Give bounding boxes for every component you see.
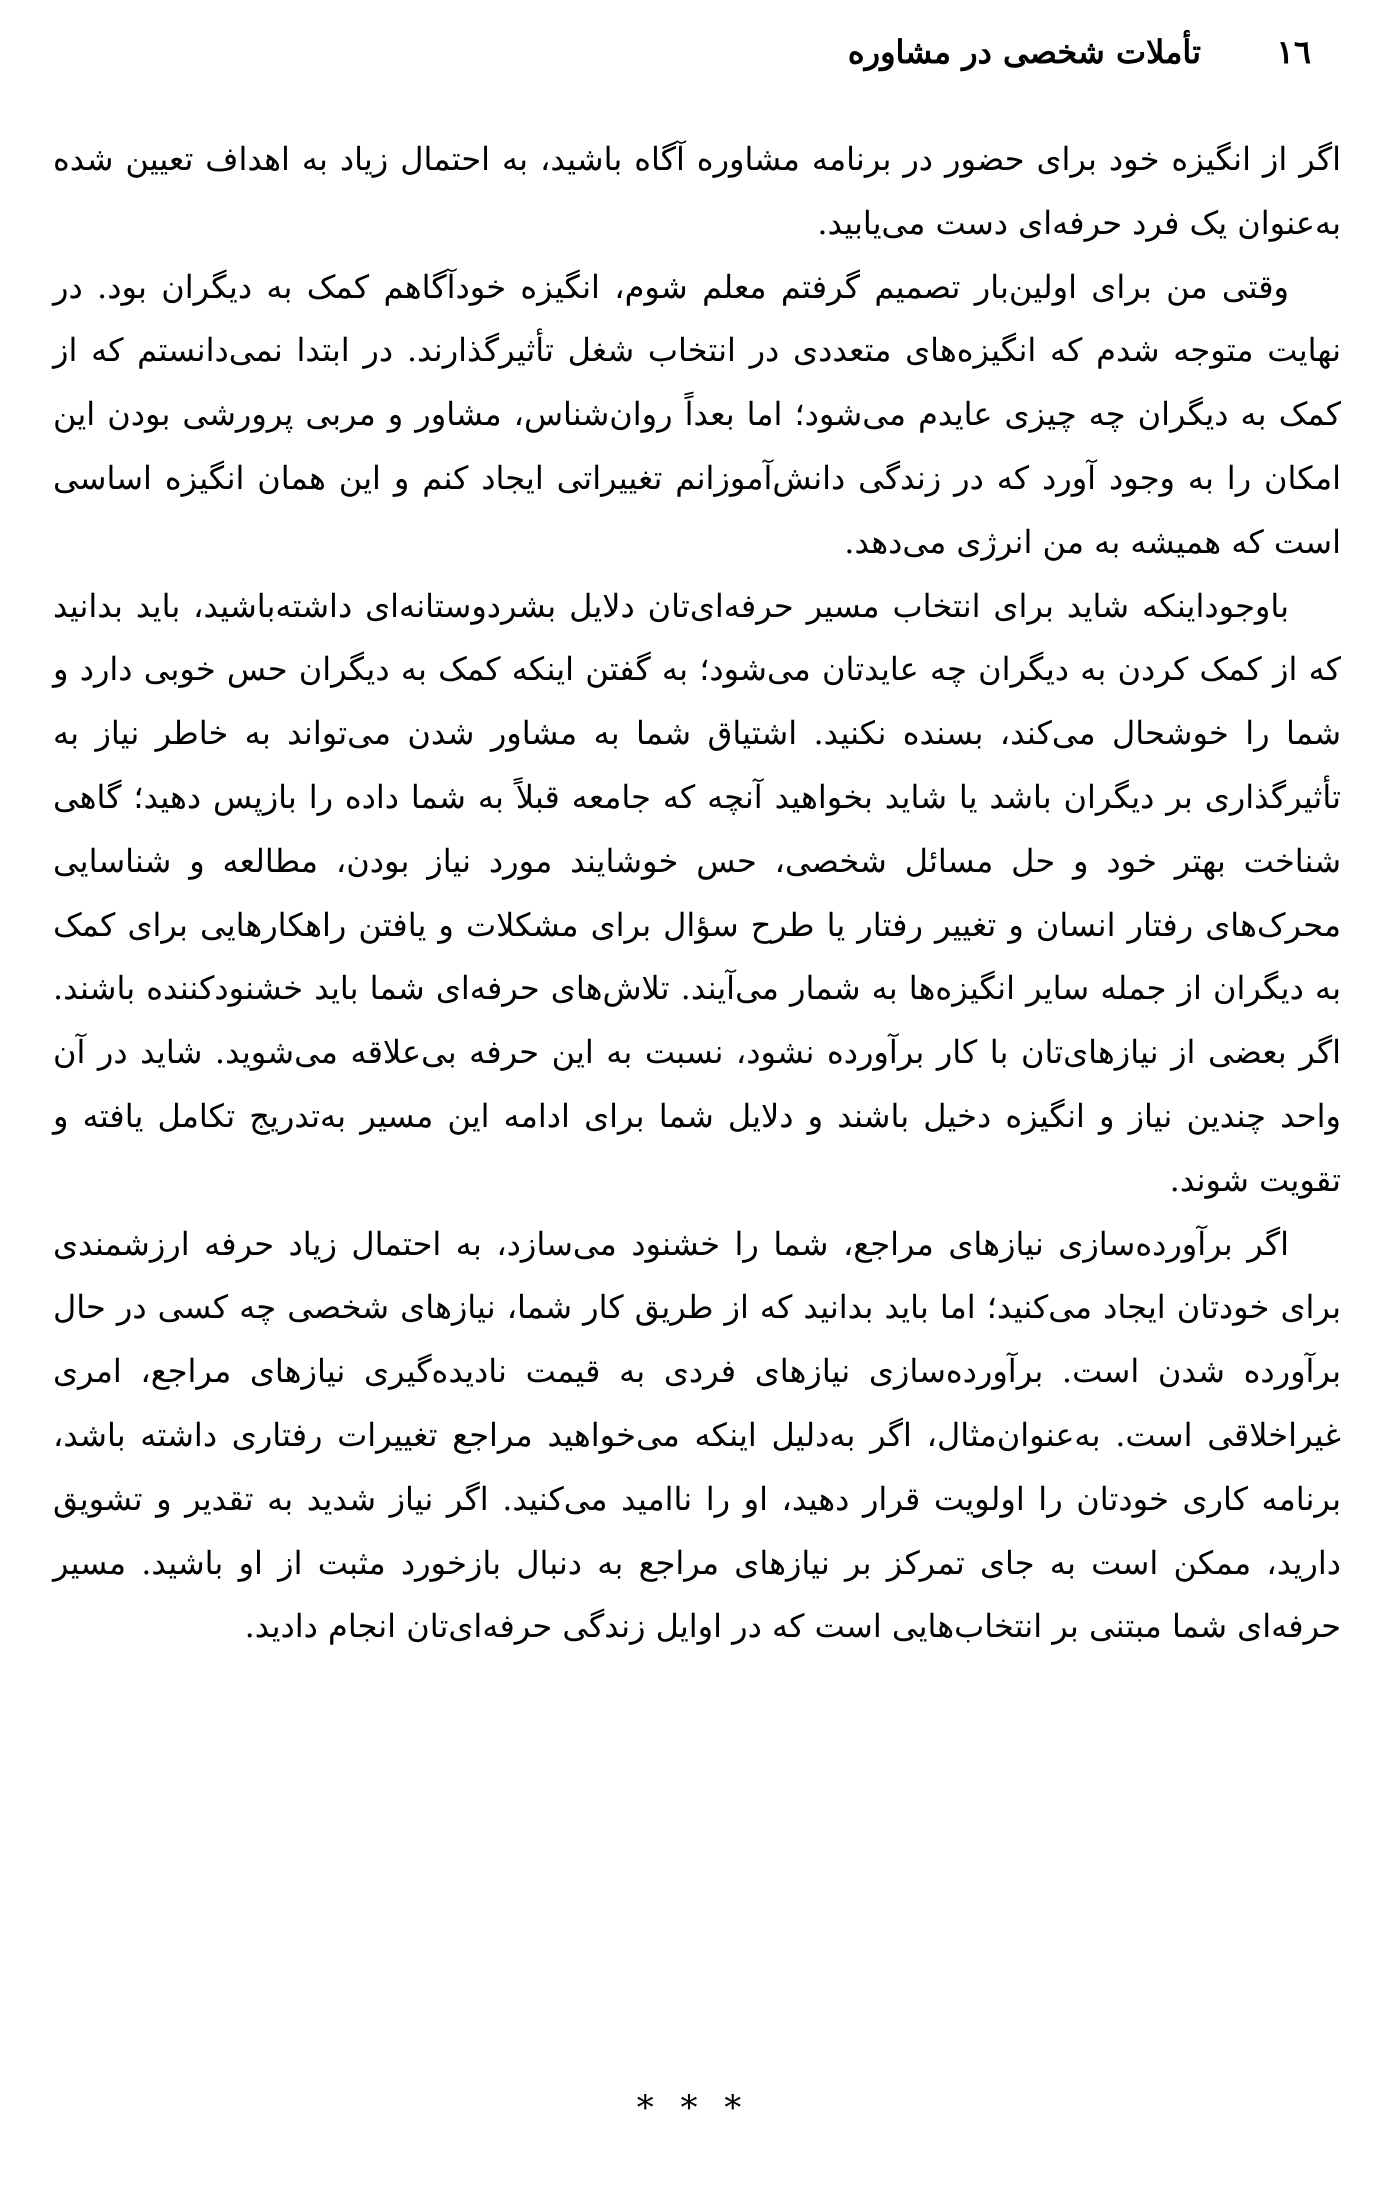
book-title: تأملات شخصی در مشاوره bbox=[847, 33, 1201, 71]
paragraph-3: باوجوداینکه شاید برای انتخاب مسیر حرفه‌ای‌تان دلایل بشردوستانه‌ای داشته‌باشید، باید بدانید که از کمک کردن به دیگران چه عایدتان می‌شود؛ به گفتن اینکه کمک به دیگران حس خوبی دارد و شما را خوشحال می‌کند، بسنده نکنید. اشتیاق شما به مشاور شدن می‌تواند به خاطر نیاز به تأثیرگذاری بر دیگران باشد یا شاید بخواهید آنچه که جامعه قبلاً به شما داده را بازپس دهید؛ گاهی شناخت بهتر خود و حل مسائل شخصی، حس خوشایند مورد نیاز بودن، مطالعه و شناسایی محرک‌های رفتار انسان و تغییر رفتار یا طرح سؤال برای مشکلات و یافتن راهکارهایی برای کمک به دیگران از جمله سایر انگیزه‌ها به شمار می‌آیند. تلاش‌های حرفه‌ای شما باید خشنودکننده باشند. اگر بعضی از نیازهای‌تان با کار برآورده نشود، نسبت به این حرفه بی‌علاقه می‌شوید. شاید در آن واحد چندین نیاز و انگیزه دخیل باشند و دلایل شما برای ادامه این مسیر به‌تدریج تکامل یافته و تقویت شوند. bbox=[53, 586, 1342, 1199]
section-separator: * * * bbox=[636, 2088, 750, 2128]
body-text bbox=[53, 128, 1341, 1659]
page-number: ١٦ bbox=[1276, 33, 1311, 71]
paragraph-4: اگر برآورده‌سازی نیازهای مراجع، شما را خشنود می‌سازد، به احتمال زیاد حرفه ارزشمندی برای خودتان ایجاد می‌کنید؛ اما باید بدانید که از طریق کار شما، نیازهای شخصی چه کسی در حال برآورده شدن است. برآورده‌سازی نیازهای فردی به قیمت نادیده‌گیری نیازهای مراجع، امری غیراخلاقی است. به‌عنوان‌مثال، اگر به‌دلیل اینکه می‌خواهید مراجع تغییرات رفتاری داشته باشد، برنامه کاری خودتان را اولویت قرار دهید، او را ناامید می‌کنید. اگر نیاز شدید به تقدیر و تشویق دارید، ممکن است به جای تمرکز بر نیازهای مراجع به دنبال بازخورد مثبت از او باشید. مسیر حرفه‌ای شما مبتنی بر انتخاب‌هایی است که در اوایل زندگی حرفه‌ای‌تان انجام دادید. bbox=[53, 1224, 1341, 1646]
paragraph-2: وقتی من برای اولین‌بار تصمیم گرفتم معلم شوم، انگیزه خودآگاهم کمک به دیگران بود. در نهایت متوجه شدم که انگیزه‌های متعددی در انتخاب شغل تأثیرگذارند. در ابتدا نمی‌دانستم که از کمک به دیگران چه چیزی عایدم می‌شود؛ اما بعداً روان‌شناس، مشاور و مربی پرورشی بودن این امکان را به وجود آورد که در زندگی دانش‌آموزانم تغییراتی ایجاد کنم و این همان انگیزه اساسی است که همیشه به من انرژی می‌دهد. bbox=[53, 267, 1341, 561]
running-header bbox=[75, 22, 1311, 82]
paragraph-1: اگر از انگیزه خود برای حضور در برنامه مشاوره آگاه باشید، به احتمال زیاد به اهداف تعیین شده به‌عنوان یک فرد حرفه‌ای دست می‌یابید. bbox=[53, 140, 1341, 242]
